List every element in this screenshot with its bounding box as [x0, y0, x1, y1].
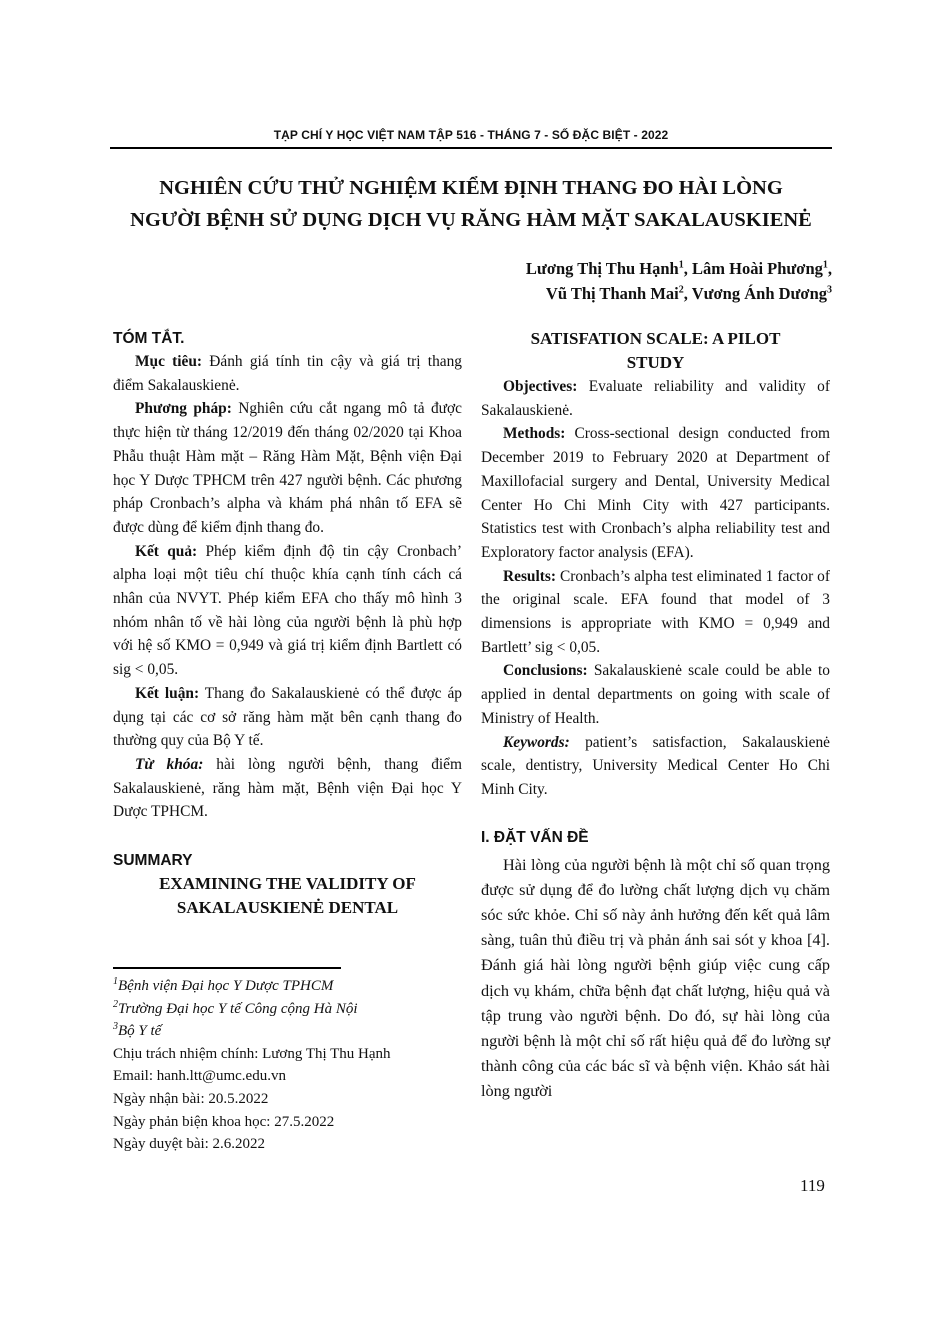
author-separator: , [683, 259, 692, 278]
left-column [113, 327, 462, 920]
english-title-part1 [113, 872, 462, 920]
paragraph-label: Keywords: [503, 733, 570, 751]
author-list [526, 256, 832, 306]
affiliation-footnote [113, 998, 391, 1021]
summary-paragraph [481, 375, 830, 422]
paragraph-text: Thang đo Sakalauskienė có thể được áp dụng tại các cơ sở răng hàm mặt bên cạnh thang đo thường quy của Bộ Y tế. [113, 684, 463, 750]
paragraph-label: Results: [503, 567, 557, 585]
paragraph-label: Mục tiêu: [135, 353, 203, 370]
journal-header: TẠP CHÍ Y HỌC VIỆT NAM TẬP 516 - THÁNG 7 - SỐ ĐẶC BIỆT - 2022 [273, 128, 669, 142]
paragraph-label: Methods: [503, 425, 566, 443]
paragraph-text: Cronbach’s alpha test eliminated 1 factor of the original scale. EFA found that model of 3 dimensions is appropriate with KMO = 0,949 and Bartlett’ sig < 0,05. [481, 567, 830, 656]
affiliation-footnote [113, 1020, 391, 1043]
paragraph-label: Kết quả: [135, 542, 198, 560]
footnote-text: Bộ Y tế [118, 1023, 162, 1040]
paragraph-text: Cross-sectional design conducted from December 2019 to February 2020 at Department of Maxillofacial surgery and Dental, University Medical Center Ho Chi Minh City with 427 participants. Statistics test with Cronbach’s alpha reliability test and Exploratory factor analysis (EFA). [481, 425, 830, 561]
keywords-paragraph [481, 731, 830, 802]
footnote-sup: 3 [113, 1021, 118, 1033]
paragraph-label: Từ khóa: [135, 755, 204, 773]
intro-heading: I. ĐẶT VẤN ĐỀ [481, 828, 589, 846]
english-title-line: EXAMINING THE VALIDITY OF [159, 874, 416, 894]
date-received: Ngày nhận bài: 20.5.2022 [113, 1090, 269, 1107]
english-title-part2 [481, 327, 830, 375]
date-accepted: Ngày duyệt bài: 2.6.2022 [113, 1136, 266, 1153]
intro-paragraph: Hài lòng của người bệnh là một chỉ số quan trọng được sử dụng để đo lường chất lượng dịch vụ chăm sóc sức khỏe. Chỉ số này ảnh hưởng đến kết quả lâm sàng, tuân thủ điều trị và phản ánh sai sót y khoa [4]. Đánh giá hài lòng người bệnh giúp việc cung cấp dịch vụ khám, chữa bệnh đạt chất lượng, hiệu quả và tập trung vào người bệnh. Do đó, sự hài lòng của người bệnh là một chỉ số rất hiệu quả để đo lường sự thành công của các bác sĩ và bệnh viện. Khảo sát hài lòng người [481, 854, 830, 1101]
date-reviewed: Ngày phản biện khoa học: 27.5.2022 [113, 1113, 335, 1130]
paragraph-label: Objectives: [503, 378, 578, 395]
abstract-paragraph [113, 682, 462, 753]
paragraph-label: Conclusions: [503, 662, 588, 680]
footnote-rule [113, 967, 341, 969]
abstract-paragraph [113, 397, 462, 539]
footnotes [113, 975, 391, 1156]
footnote-text: Bệnh viện Đại học Y Dược TPHCM [118, 978, 334, 994]
author-separator: , [827, 259, 832, 278]
footnote-sup: 2 [113, 998, 118, 1010]
footnote-text: Trường Đại học Y tế Công cộng Hà Nội [118, 1000, 358, 1017]
paragraph-text: Phép kiểm định độ tin cậy Cronbach’ alpha loại một tiêu chí thuộc khía cạnh tính cách cá nhân của NVYT. Phép kiểm EFA cho thấy mô hình 3 nhóm nhân tố về hài lòng của người bệnh là phù hợp với hệ số KMO = 0,949 và giá trị kiểm định Bartlett có sig < 0,05. [113, 542, 462, 679]
paragraph-text: Nghiên cứu cắt ngang mô tả được thực hiện từ tháng 12/2019 đến tháng 02/2020 tại Khoa Phẫu thuật Hàm mặt – Răng Hàm Mặt, Bệnh viện Đại học Y Dược TPHCM trên 427 người bệnh. Các phương pháp Cronbach’s alpha và khám phá nhân tố EFA sẽ được dùng để kiểm định thang đo. [113, 400, 462, 536]
author-separator: , [683, 284, 692, 303]
footnote-sup: 1 [113, 976, 118, 987]
title-line: NGƯỜI BỆNH SỬ DỤNG DỊCH VỤ RĂNG HÀM MẶT SAKALAUSKIENĖ [130, 209, 812, 231]
paragraph-label: Kết luận: [135, 684, 200, 702]
summary-paragraph [481, 659, 830, 730]
author-affiliation-sup: 3 [827, 284, 832, 296]
abstract-paragraph [113, 350, 462, 397]
affiliation-footnote [113, 975, 391, 998]
page-number: 119 [800, 1176, 825, 1195]
email: Email: hanh.ltt@umc.edu.vn [113, 1068, 286, 1085]
author-affiliation-sup: 2 [678, 284, 684, 296]
abstract-vi-heading: TÓM TẮT. [113, 330, 185, 347]
abstract-paragraph [113, 540, 462, 682]
author-name: Vương Ánh Dương [691, 284, 827, 303]
author-name: Lương Thị Thu Hạnh [525, 259, 679, 278]
english-title-line: SAKALAUSKIENĖ DENTAL [176, 898, 399, 918]
title-line: NGHIÊN CỨU THỬ NGHIỆM KIỂM ĐỊNH THANG ĐO HÀI LÒNG [159, 177, 783, 199]
paragraph-label: Phương pháp: [135, 400, 232, 418]
keywords-paragraph [113, 753, 462, 824]
author-affiliation-sup: 1 [822, 259, 828, 271]
author-name: Vũ Thị Thanh Mai [545, 284, 679, 303]
paragraph-text: Sakalauskienė scale could be able to applied in dental departments on going with scale of Ministry of Health. [481, 662, 830, 727]
english-title-line: STUDY [626, 353, 685, 372]
summary-paragraph [481, 422, 830, 564]
paragraph-text: patient’s satisfaction, Sakalauskienė scale, dentistry, University Medical Center Ho Chi Minh City. [481, 733, 830, 798]
author-affiliation-sup: 1 [678, 259, 684, 271]
author-name: Lâm Hoài Phương [691, 259, 823, 278]
corresponding-author: Chịu trách nhiệm chính: Lương Thị Thu Hạnh [113, 1045, 391, 1062]
header-rule [110, 147, 832, 149]
right-column [481, 327, 830, 1104]
article-title [110, 172, 832, 236]
english-title-line: SATISFATION SCALE: A PILOT [530, 329, 781, 348]
paragraph-text: Evaluate reliability and validity of Sakalauskienė. [481, 378, 830, 419]
summary-heading: SUMMARY [113, 852, 193, 870]
paragraph-text: hài lòng người bệnh, thang điểm Sakalauskienė, răng hàm mặt, Bệnh viện Đại học Y Dược TPHCM. [113, 755, 462, 821]
paragraph-text: Đánh giá tính tin cậy và giá trị thang điểm Sakalauskienė. [113, 353, 462, 394]
summary-paragraph [481, 565, 830, 660]
